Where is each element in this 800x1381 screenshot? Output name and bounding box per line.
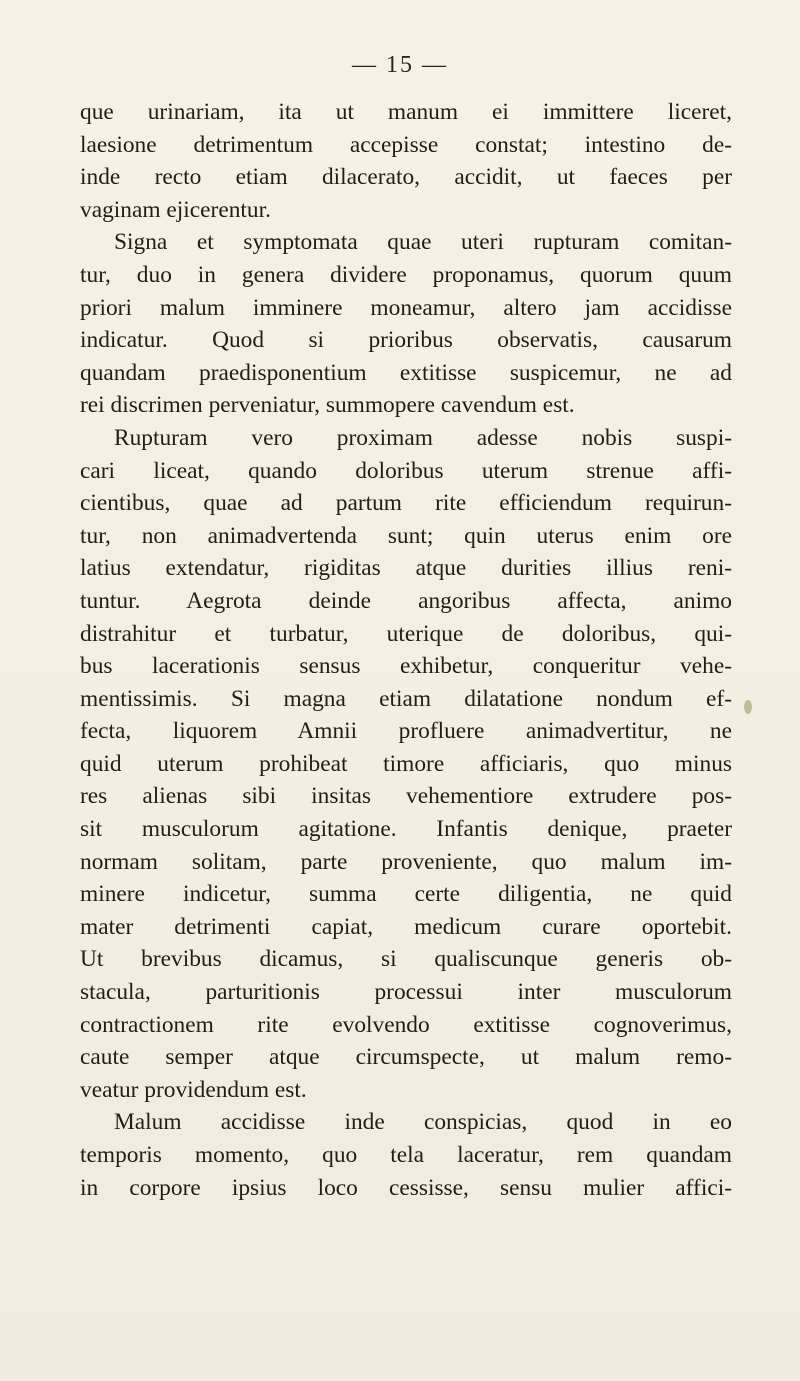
text-line: tur, non animadvertenda sunt; quin uterus enim ore	[80, 522, 732, 549]
text-line: minere indicetur, summa certe diligentia, ne quid	[80, 881, 732, 908]
text-line: que urinariam, ita ut manum ei immittere liceret,	[80, 99, 732, 125]
text-line: cari liceat, quando doloribus uterum strenue affi-	[80, 457, 732, 484]
text-line: Ut brevibus dicamus, si qualiscunque generis ob-	[80, 946, 732, 973]
text-line: distrahitur et turbatur, uterique de doloribus, qui-	[80, 620, 732, 647]
text-line: latius extendatur, rigiditas atque durities illius reni-	[80, 555, 732, 582]
paragraph	[80, 96, 732, 226]
paragraph	[80, 226, 732, 422]
text-line: in corpore ipsius loco cessisse, sensu mulier affici-	[80, 1174, 732, 1201]
text-line: laesione detrimentum accepisse constat; intestino de-	[80, 131, 732, 158]
text-line: temporis momento, quo tela laceratur, rem quandam	[80, 1142, 732, 1168]
page-number: — 15 —	[352, 52, 448, 78]
text-line: vaginam ejicerentur.	[80, 196, 271, 223]
text-line: normam solitam, parte proveniente, quo malum im-	[80, 848, 732, 875]
text-line: Rupturam vero proximam adesse nobis suspi-	[114, 424, 732, 451]
text-line: veatur providendum est.	[80, 1076, 307, 1103]
text-line: priori malum imminere moneamur, altero jam accidisse	[80, 294, 732, 321]
text-line: Signa et symptomata quae uteri rupturam comitan-	[114, 229, 732, 256]
text-line: contractionem rite evolvendo extitisse cognoverimus,	[80, 1011, 732, 1038]
text-line: tur, duo in genera dividere proponamus, quorum quum	[80, 261, 732, 288]
text-line: tuntur. Aegrota deinde angoribus affecta, animo	[80, 587, 732, 614]
text-line: quandam praedisponentium extitisse suspicemur, ne ad	[80, 359, 732, 386]
text-line: mater detrimenti capiat, medicum curare oportebit.	[80, 913, 732, 940]
text-line: quid uterum prohibeat timore afficiaris, quo minus	[80, 750, 732, 777]
paragraph	[80, 422, 732, 1106]
paper-stain	[744, 700, 752, 714]
text-line: mentissimis. Si magna etiam dilatatione nondum ef-	[80, 685, 732, 712]
text-line: rei discrimen perveniatur, summopere cavendum est.	[80, 392, 575, 419]
text-line: caute semper atque circumspecte, ut malum remo-	[80, 1044, 732, 1071]
text-line: sit musculorum agitatione. Infantis denique, praeter	[80, 816, 732, 843]
paragraph	[80, 1106, 732, 1204]
text-line: stacula, parturitionis processui inter musculorum	[80, 979, 732, 1006]
text-line: res alienas sibi insitas vehementiore extrudere pos-	[80, 783, 732, 810]
text-line: Malum accidisse inde conspicias, quod in eo	[114, 1109, 732, 1136]
text-line: cientibus, quae ad partum rite efficiendum requirun-	[80, 490, 732, 517]
text-line: indicatur. Quod si prioribus observatis, causarum	[80, 327, 732, 354]
body-text	[80, 96, 732, 1204]
text-line: fecta, liquorem Amnii profluere animadvertitur, ne	[80, 718, 732, 745]
text-line: bus lacerationis sensus exhibetur, conqueritur vehe-	[80, 653, 732, 680]
text-line: inde recto etiam dilacerato, accidit, ut faeces per	[80, 164, 732, 191]
